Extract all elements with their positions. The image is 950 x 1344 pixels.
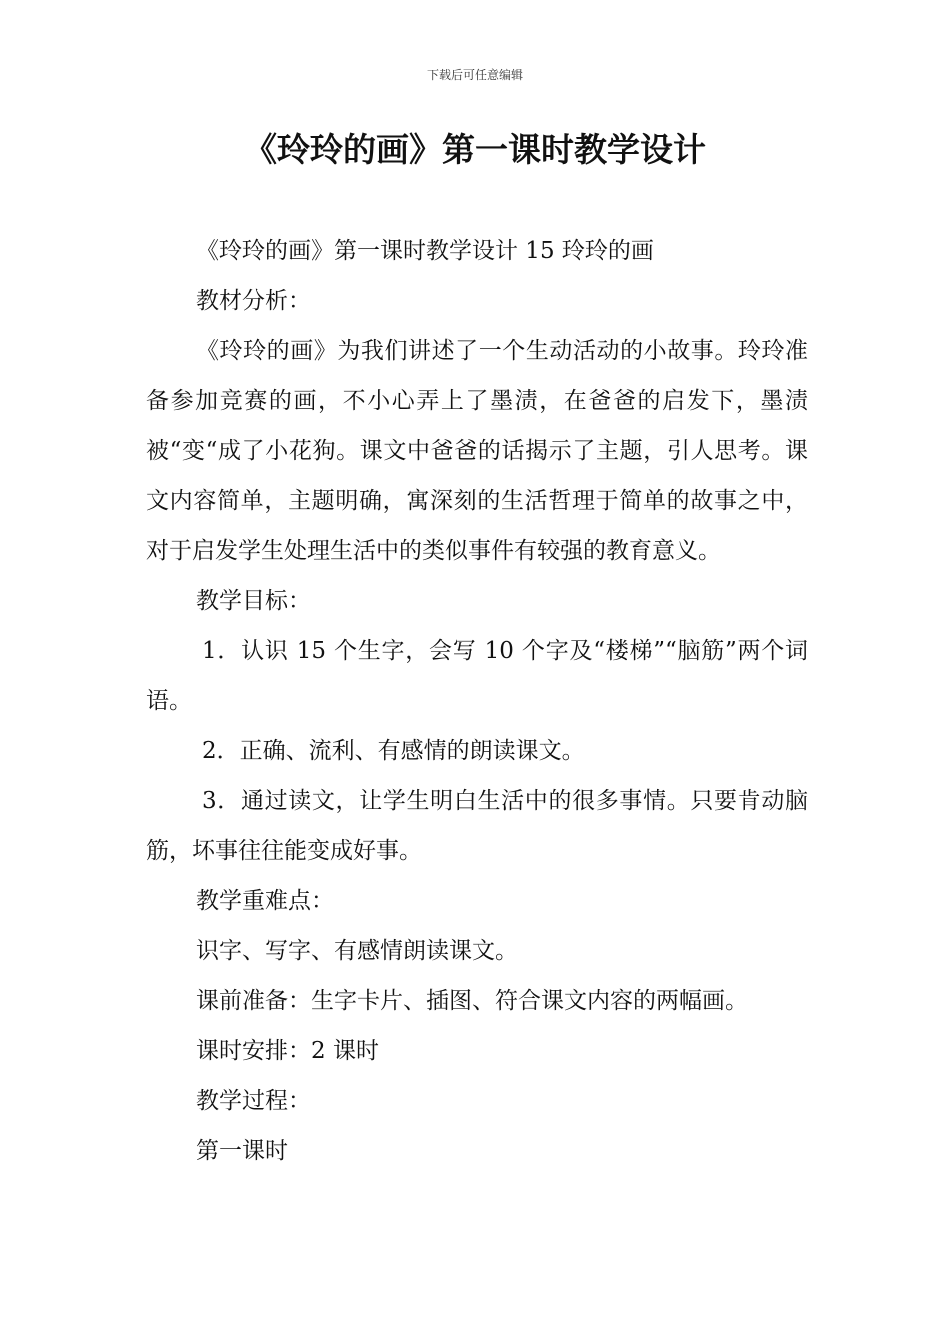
process-heading: 教学过程： (196, 1088, 311, 1114)
analysis-paragraph: 《玲玲的画》为我们讲述了一个生动活动的小故事。玲玲准备参加竞赛的画，不小心弄上了墨渍，在爸爸的启发下，墨渍被“变“成了小花狗。课文中爸爸的话揭示了主题，引人思考。课文内容简单，主题明确，寓深刻的生活哲理于简单的故事之中，对于启发学生处理生活中的类似事件有较强的教育意义。 (146, 338, 808, 564)
document-title: 《玲玲的画》第一课时教学设计 (244, 130, 706, 169)
goal-item-2: 2．正确、流利、有感情的朗读课文。 (202, 738, 585, 764)
goal-item-1: 1．认识 15 个生字，会写 10 个字及“楼梯”“脑筋”两个词语。 (146, 638, 808, 714)
schedule-paragraph: 课时安排：2 课时 (196, 1038, 379, 1064)
header-note: 下载后可任意编辑 (426, 68, 523, 82)
key-points-paragraph: 识字、写字、有感情朗读课文。 (196, 938, 518, 964)
intro-paragraph: 《玲玲的画》第一课时教学设计 15 玲玲的画 (196, 238, 654, 264)
goal-item-3: 3．通过读文，让学生明白生活中的很多事情。只要肯动脑筋，坏事往往能变成好事。 (146, 788, 808, 864)
analysis-heading: 教材分析： (196, 288, 311, 314)
first-lesson-heading: 第一课时 (196, 1138, 288, 1164)
document-body (146, 226, 808, 1176)
preparation-paragraph: 课前准备：生字卡片、插图、符合课文内容的两幅画。 (196, 988, 748, 1014)
key-points-heading: 教学重难点： (196, 888, 334, 914)
goals-heading: 教学目标： (196, 588, 311, 614)
